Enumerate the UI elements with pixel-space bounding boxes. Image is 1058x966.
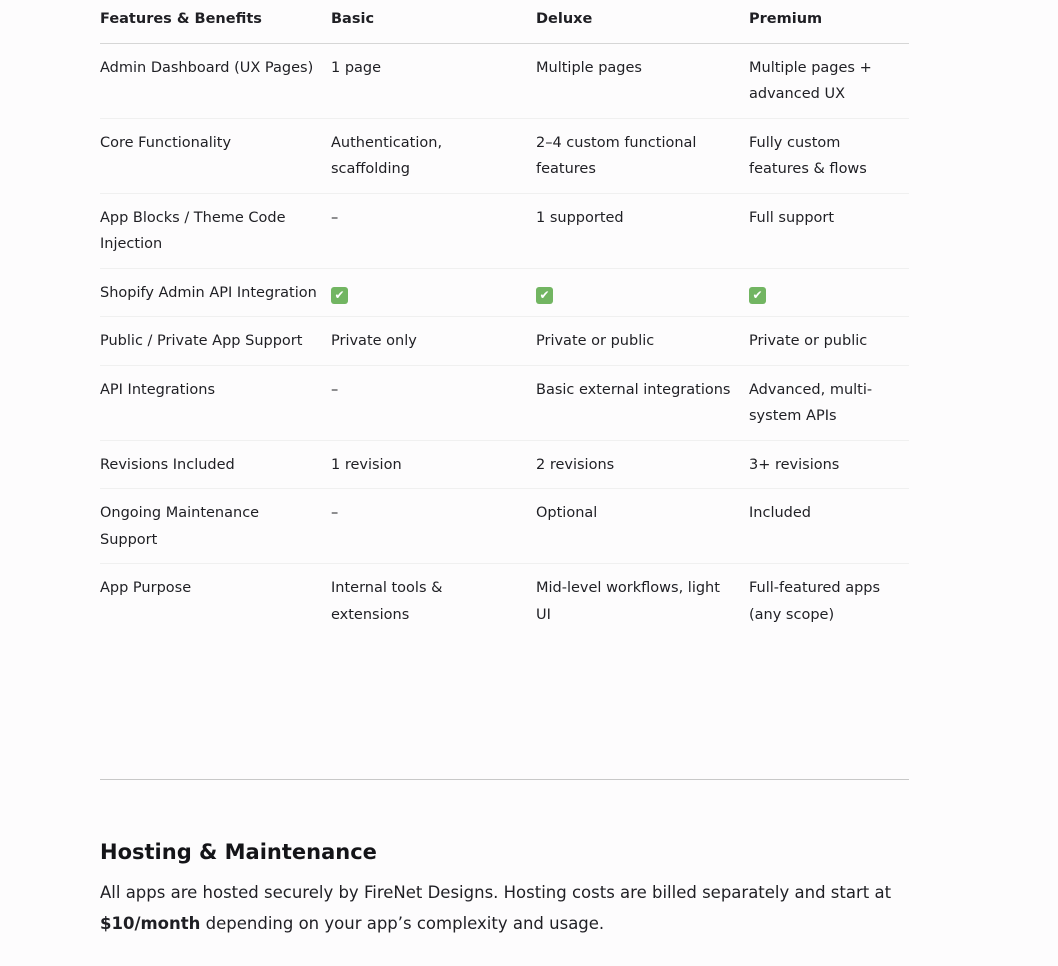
deluxe-cell: 1 supported (536, 193, 749, 268)
feature-cell: Public / Private App Support (100, 317, 331, 366)
table-row (100, 118, 909, 193)
basic-cell: – (331, 489, 536, 564)
table-row (100, 43, 909, 118)
hosting-text-before: All apps are hosted securely by FireNet Designs. Hosting costs are billed separately and start at (100, 883, 892, 902)
premium-cell: Full-featured apps (any scope) (749, 580, 881, 623)
premium-cell: Multiple pages + advanced UX (749, 43, 909, 118)
deluxe-cell: Private or public (536, 317, 749, 366)
table-row (100, 440, 909, 489)
feature-cell: App Blocks / Theme Code Injection (100, 193, 331, 268)
deluxe-cell: Mid-level workflows, light UI (536, 580, 720, 623)
basic-cell: 1 revision (331, 440, 536, 489)
basic-cell: – (331, 193, 536, 268)
deluxe-cell: Multiple pages (536, 43, 749, 118)
deluxe-cell: Basic external integrations (536, 365, 749, 440)
premium-cell: Private or public (749, 317, 909, 366)
deluxe-cell: 2 revisions (536, 440, 749, 489)
hosting-title: Hosting & Maintenance (100, 840, 377, 864)
basic-cell: Internal tools & extensions (331, 580, 443, 623)
check-mark-icon: ✔ (331, 287, 348, 304)
header-basic: Basic (331, 0, 536, 43)
deluxe-cell (536, 268, 749, 317)
feature-cell: Revisions Included (100, 440, 331, 489)
header-premium: Premium (749, 0, 909, 43)
hosting-description (100, 877, 900, 939)
table-row (100, 317, 909, 366)
section-divider (100, 779, 909, 780)
basic-cell: Authentication, scaffolding (331, 118, 536, 193)
pricing-comparison-table (100, 0, 909, 638)
table-row (100, 564, 909, 639)
basic-cell: – (331, 365, 536, 440)
premium-cell: Included (749, 489, 909, 564)
table-row (100, 268, 909, 317)
premium-cell: Full support (749, 193, 909, 268)
basic-cell: Private only (331, 317, 536, 366)
premium-cell: Advanced, multi-system APIs (749, 365, 909, 440)
basic-cell (331, 268, 536, 317)
premium-cell (749, 268, 909, 317)
deluxe-cell: Optional (536, 489, 749, 564)
premium-cell: Fully custom features & flows (749, 118, 909, 193)
header-features: Features & Benefits (100, 0, 331, 43)
basic-cell: 1 page (331, 43, 536, 118)
hosting-price: $10/month (100, 914, 201, 933)
feature-cell: App Purpose (100, 580, 192, 596)
feature-cell: API Integrations (100, 365, 331, 440)
check-mark-icon: ✔ (536, 287, 553, 304)
header-deluxe: Deluxe (536, 0, 749, 43)
check-mark-icon: ✔ (749, 287, 766, 304)
table-row (100, 193, 909, 268)
table-row (100, 365, 909, 440)
premium-cell: 3+ revisions (749, 440, 909, 489)
feature-cell: Admin Dashboard (UX Pages) (100, 43, 331, 118)
feature-cell: Ongoing Maintenance Support (100, 489, 331, 564)
table-row (100, 489, 909, 564)
hosting-text-after: depending on your app’s complexity and usage. (200, 914, 605, 933)
table-header-row (100, 0, 909, 43)
deluxe-cell: 2–4 custom functional features (536, 118, 749, 193)
feature-cell: Shopify Admin API Integration (100, 268, 331, 317)
feature-cell: Core Functionality (100, 118, 331, 193)
